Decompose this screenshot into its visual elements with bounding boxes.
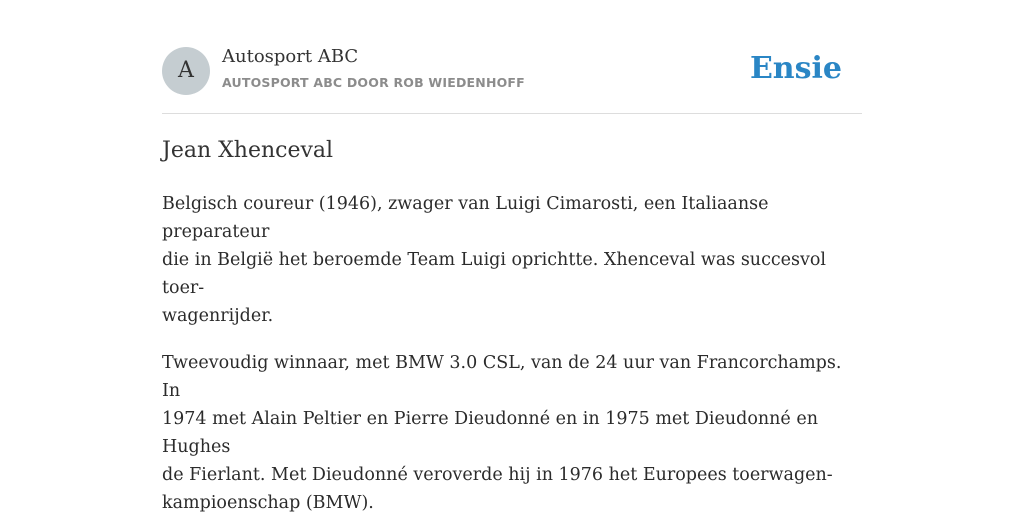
paragraph-line: Belgisch coureur (1946), zwager van Luigi Cimarosti, een Italiaanse preparateur	[162, 194, 769, 242]
paragraph-2	[162, 349, 862, 512]
article-title: Jean Xhenceval	[162, 138, 334, 163]
paragraph-line: kampioenschap (BMW).	[162, 493, 374, 512]
source-name-link[interactable]: Autosport ABC	[222, 46, 359, 67]
paragraph-line: 1974 met Alain Peltier en Pierre Dieudonné en in 1975 met Dieudonné en Hughes	[162, 409, 818, 457]
card-header	[162, 0, 862, 114]
paragraph-1	[162, 190, 862, 330]
paragraph-line: die in België het beroemde Team Luigi oprichtte. Xhenceval was succesvol toer-	[162, 250, 827, 298]
definition-card	[162, 0, 862, 512]
article-body	[162, 190, 862, 512]
paragraph-line: Tweevoudig winnaar, met BMW 3.0 CSL, van de 24 uur van Francorchamps. In	[162, 353, 842, 401]
avatar[interactable]: A	[162, 47, 210, 95]
paragraph-line: de Fierlant. Met Dieudonné veroverde hij in 1976 het Europees toerwagen-	[162, 465, 833, 485]
brand-logo[interactable]: Ensie	[749, 51, 842, 86]
paragraph-line: wagenrijder.	[162, 306, 274, 326]
source-byline: AUTOSPORT ABC DOOR ROB WIEDENHOFF	[222, 75, 525, 90]
